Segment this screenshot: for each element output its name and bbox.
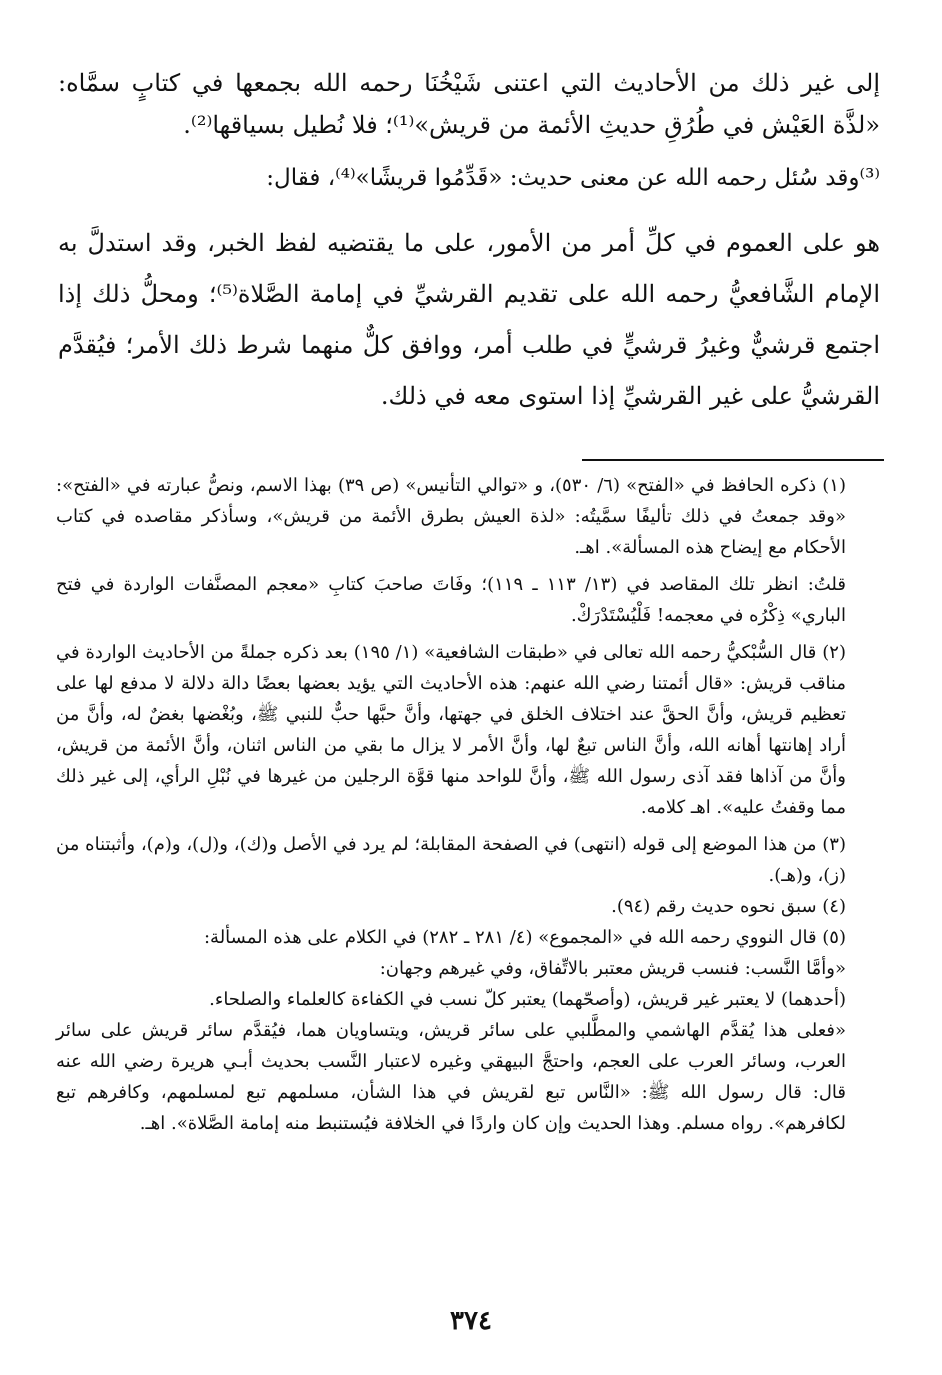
paragraph-2: ⁽³⁾وقد سُئل رحمه الله عن معنى حديث: «قَدِّمُوا قريشًا»⁽⁴⁾، فقال:	[266, 165, 880, 191]
page-number: ٣٧٤	[450, 1306, 492, 1336]
footnotes	[56, 470, 880, 1139]
footnote-5: (٥) قال النووي رحمه الله في «المجموع» (٤/ ٢٨١ ـ ٢٨٢) في الكلام على هذه المسألة:	[203, 927, 846, 948]
footnote-4: (٤) سبق نحوه حديث رقم (٩٤).	[611, 896, 846, 917]
footnote-3: (٣) من هذا الموضع إلى قوله (انتهى) في الصفحة المقابلة؛ لم يرد في الأصل و(ك)، و(ل)، و(م)، وأثبتناه من (ز)، و(هـ).	[56, 834, 846, 886]
paragraph-1: إلى غير ذلك من الأحاديث التي اعتنى شَيْخُنَا رحمه الله بجمعها في كتابٍ سمَّاه: «لذَّة العَيْش في طُرُقِ حديثِ الأئمة من قريش»⁽¹⁾؛ فلا نُطيل بسياقها⁽²⁾.	[58, 69, 880, 139]
main-text	[58, 62, 880, 422]
paragraph-3: هو على العموم في كلِّ أمر من الأمور، على ما يقتضيه لفظ الخبر، وقد استدلَّ به الإمام الشَّافعيُّ رحمه الله على تقديم القرشيِّ في إمامة الصَّلاة⁽⁵⁾؛ ومحلُّ ذلك إذا اجتمع قرشيٌّ وغيرُ قرشيٍّ في طلب أمر، ووافق كلٌّ منهما شرط ذلك الأمر؛ فيُقدَّم القرشيُّ على غير القرشيِّ إذا استوى معه في ذلك.	[58, 229, 880, 410]
footnote-5-quote-2: (أحدهما) لا يعتبر غير قريش، (وأصحّهما) يعتبر كلّ نسب في الكفاءة كالعلماء والصلحاء.	[209, 989, 846, 1010]
footnote-1: (١) ذكره الحافظ في «الفتح» (٦/ ٥٣٠)، و «توالي التأنيس» (ص ٣٩) بهذا الاسم، ونصُّ عبارته في «الفتح»: «وقد جمعتُ في ذلك تأليفًا سمَّيتُه: «لذة العيش بطرق الأئمة من قريش»، وسأذكر مقاصده في كتاب الأحكام مع إيضاح هذه المسألة». اهـ.	[56, 475, 846, 558]
footnote-1-comment: قلتُ: انظر تلك المقاصد في (١٣/ ١١٣ ـ ١١٩)؛ وفَاتَ صاحبَ كتابِ «معجم المصنَّفات الواردة في فتح الباري» ذِكْرُه في معجمه! فَلْيُسْتَدْرَكْ.	[56, 574, 846, 626]
footnote-5-quote-1: «وأمَّا النَّسب: فنسب قريش معتبر بالاتِّفاق، وفي غيرهم وجهان:	[379, 958, 846, 979]
footnote-separator	[582, 459, 884, 461]
footnote-2: (٢) قال السُّبْكيُّ رحمه الله تعالى في «طبقات الشافعية» (١/ ١٩٥) بعد ذكره جملةً من الأحاديث الواردة في مناقب قريش: «قال أئمتنا رضي الله عنهم: هذه الأحاديث التي يؤيد بعضها بعضًا دالة دلالة لا مدفع لها على تعظيم قريش، وأنَّ الحقَّ عند اختلاف الخلق في جهتها، وأنَّ حبَّها حبٌّ للنبي ﷺ، وبُغْضها بغضٌ له، وأنَّ من أراد إهانتها أهانه الله، وأنَّ الناس تبعٌ لها، وأنَّ الأمر لا يزال ما بقي من الناس اثنان، وأنَّ الأئمة من قريش، وأنَّ من آذاها فقد آذى رسول الله ﷺ، وأنَّ للواحد منها قوَّة الرجلين من غيرها في نُبْلِ الرأي، إلى غير ذلك مما وقفتُ عليه». اهـ كلامه.	[56, 642, 846, 818]
footnote-5-quote-3: «فعلى هذا يُقدَّم الهاشمي والمطَّلبي على سائر قريش، ويتساويان هما، فيُقدَّم سائر قريش على سائر العرب، وسائر العرب على العجم، واحتجَّ البيهقي وغيره لاعتبار النَّسب بحديث أبـي هريرة رضي الله عنه قال: قال رسول الله ﷺ: «النَّاس تبع لقريش في هذا الشأن، مسلمهم تبع لمسلمهم، وكافرهم تبع لكافرهم». رواه مسلم. وهذا الحديث وإن كان واردًا في الخلافة فيُستنبط منه إمامة الصَّلاة». اهـ.	[56, 1020, 846, 1134]
